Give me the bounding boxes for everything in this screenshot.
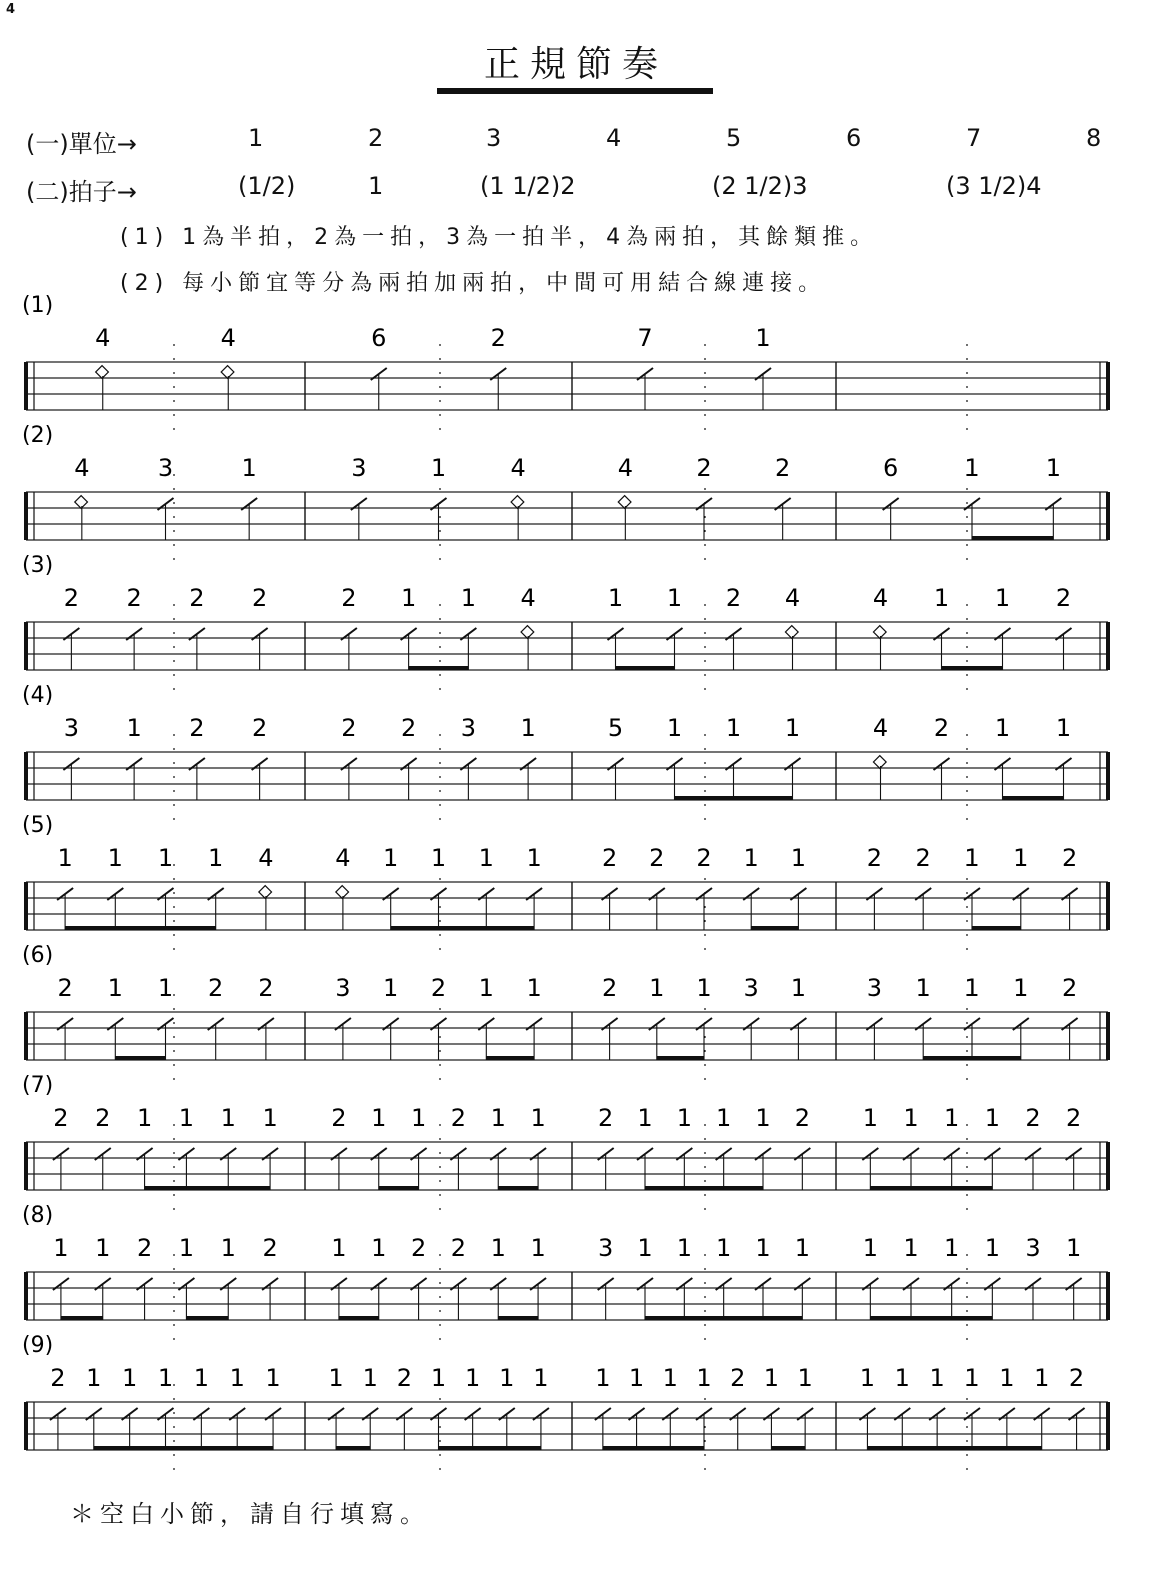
rhythm-number: 1 [157,974,174,1002]
exercise-label: (3) [22,553,54,578]
rhythm-number: 1 [126,714,142,742]
rhythm-number: 1 [994,584,1011,612]
unit-value: 2 [368,124,384,152]
rhythm-number: 1 [743,844,759,872]
rhythm-number: 1 [903,1104,919,1132]
rhythm-number: 2 [1025,1104,1041,1132]
rhythm-number: 1 [178,1234,195,1262]
rhythm-number: 1 [763,1364,780,1392]
beat-value: (2 1/2)3 [712,172,808,200]
rhythm-number: 2 [95,1104,111,1132]
exercise-label: (4) [22,683,54,708]
exercise-label: (1) [22,293,54,318]
rhythm-number: 2 [251,714,268,742]
rhythm-number: 1 [1066,1234,1082,1262]
rhythm-number: 1 [533,1364,549,1392]
rhythm-number: 3 [1025,1234,1041,1262]
rhythm-number: 1 [371,1104,387,1132]
rhythm-number: 1 [696,1364,712,1392]
footer-note: ＊空白小節，請自行填寫。 [70,1500,430,1528]
beat-value: (3 1/2)4 [946,172,1042,200]
rhythm-number: 1 [797,1364,813,1392]
rhythm-number: 1 [894,1364,910,1392]
rhythm-number: 2 [490,324,506,352]
rhythm-number: 2 [601,974,618,1002]
rhythm-number: 1 [107,844,123,872]
rhythm-number: 1 [903,1234,919,1262]
page-title: 正規節奏 [483,44,668,85]
whole-note-mark [785,626,798,639]
rhythm-number: 1 [1013,974,1029,1002]
rhythm-number: 1 [178,1104,195,1132]
exercise-label: (5) [22,813,54,838]
rhythm-number: 2 [1055,584,1072,612]
rhythm-number: 1 [637,1234,653,1262]
rhythm-number: 2 [915,844,931,872]
rhythm-number: 1 [716,1234,732,1262]
unit-value: 7 [966,124,982,152]
rhythm-number: 4 [872,584,889,612]
page-number: 4 [6,2,16,17]
whole-note-mark [336,886,349,899]
rhythm-number: 1 [649,974,665,1002]
rhythm-number: 2 [649,844,665,872]
rhythm-number: 4 [335,844,351,872]
rhythm-number: 5 [607,714,624,742]
whole-note-mark [873,626,886,639]
rhythm-number: 4 [220,324,236,352]
rhythm-number: 1 [478,974,494,1002]
rhythm-number: 2 [696,454,712,482]
rhythm-number: 2 [331,1104,347,1132]
rhythm-number: 1 [964,844,980,872]
beat-value: (1/2) [238,172,296,200]
rhythm-number: 3 [351,454,367,482]
rhythm-number: 1 [666,584,683,612]
unit-row-label: (一)單位→ [26,130,137,158]
rhythm-number: 1 [400,584,417,612]
rhythm-number: 1 [994,714,1011,742]
rhythm-number: 7 [637,324,653,352]
rhythm-number: 3 [157,454,174,482]
exercise-label: (2) [22,423,54,448]
rhythm-number: 1 [136,1104,153,1132]
rhythm-number: 1 [784,714,801,742]
rhythm-number: 1 [208,844,224,872]
rhythm-number: 1 [410,1104,427,1132]
exercise-label: (7) [22,1073,54,1098]
rhythm-number: 2 [53,1104,69,1132]
rhythm-number: 2 [189,714,205,742]
rhythm-number: 1 [526,844,542,872]
rhythm-number: 1 [53,1234,69,1262]
rhythm-number: 6 [883,454,899,482]
note-line-1: (1) 1為半拍，2為一拍，3為一拍半，4為兩拍，其餘類推。 [120,225,879,250]
rhythm-number: 2 [251,584,268,612]
unit-value: 5 [726,124,742,152]
rhythm-number: 1 [1055,714,1072,742]
rhythm-number: 1 [790,974,807,1002]
beat-value: (1 1/2)2 [480,172,576,200]
rhythm-number: 2 [601,844,618,872]
rhythm-number: 1 [430,454,447,482]
rhythm-number: 1 [57,844,73,872]
rhythm-number: 1 [859,1364,876,1392]
rhythm-number: 1 [478,844,494,872]
rhythm-number: 1 [862,1234,878,1262]
unit-value: 4 [606,124,622,152]
rhythm-number: 1 [628,1364,645,1392]
rhythm-number: 2 [1061,974,1078,1002]
rhythm-number: 1 [964,454,980,482]
rhythm-number: 2 [794,1104,810,1132]
rhythm-number: 1 [1013,844,1029,872]
rhythm-number: 1 [607,584,624,612]
exercise-label: (8) [22,1203,54,1228]
rhythm-number: 3 [598,1234,614,1262]
rhythm-number: 2 [1061,844,1078,872]
whole-note-mark [75,496,88,509]
rhythm-number: 3 [866,974,883,1002]
rhythm-number: 1 [122,1364,138,1392]
rhythm-number: 2 [1068,1364,1085,1392]
rhythm-number: 1 [86,1364,102,1392]
rhythm-number: 1 [362,1364,378,1392]
rhythm-number: 1 [193,1364,209,1392]
rhythm-number: 1 [964,974,980,1002]
rhythm-number: 2 [1066,1104,1082,1132]
rhythm-number: 1 [862,1104,878,1132]
rhythm-number: 1 [262,1104,278,1132]
rhythm-number: 4 [510,454,526,482]
rhythm-number: 1 [265,1364,281,1392]
rhythm-number: 2 [63,584,80,612]
rhythm-number: 2 [262,1234,278,1262]
rhythm-number: 3 [63,714,80,742]
rhythm-number: 1 [520,714,536,742]
rhythm-number: 1 [984,1104,1000,1132]
rhythm-number: 1 [530,1234,546,1262]
rhythm-number: 2 [696,844,712,872]
rhythm-number: 4 [872,714,889,742]
unit-value: 8 [1086,124,1102,152]
unit-value: 3 [486,124,502,152]
rhythm-number: 1 [383,844,399,872]
rhythm-number: 4 [258,844,274,872]
rhythm-number: 1 [944,1234,960,1262]
rhythm-number: 2 [136,1234,153,1262]
rhythm-number: 1 [637,1104,653,1132]
whole-note-mark [521,626,534,639]
exercise-label: (9) [22,1333,54,1358]
rhythm-number: 1 [696,974,712,1002]
rhythm-number: 1 [530,1104,546,1132]
rhythm-number: 2 [57,974,73,1002]
rhythm-number: 1 [465,1364,481,1392]
rhythm-number: 1 [794,1234,810,1262]
rhythm-number: 4 [520,584,536,612]
rhythm-number: 1 [371,1234,387,1262]
note-line-2: (2) 每小節宜等分為兩拍加兩拍，中間可用結合線連接。 [120,271,827,296]
whole-note-mark [221,366,234,379]
rhythm-number: 1 [755,1104,771,1132]
rhythm-number: 1 [220,1234,236,1262]
rhythm-number: 2 [598,1104,614,1132]
rhythm-number: 2 [341,714,357,742]
rhythm-number: 2 [933,714,950,742]
exercise-label: (6) [22,943,54,968]
rhythm-number: 2 [775,454,791,482]
rhythm-number: 4 [95,324,111,352]
whole-note-mark [511,496,524,509]
rhythm-number: 1 [716,1104,732,1132]
unit-value: 1 [248,124,264,152]
rhythm-number: 1 [328,1364,344,1392]
rhythm-number: 6 [371,324,387,352]
rhythm-number: 1 [999,1364,1015,1392]
beat-value: 1 [368,172,384,200]
rhythm-number: 2 [189,584,205,612]
rhythm-number: 1 [157,844,174,872]
rhythm-number: 2 [450,1104,467,1132]
rhythm-number: 3 [743,974,759,1002]
rhythm-number: 2 [126,584,142,612]
rhythm-number: 1 [220,1104,236,1132]
rhythm-number: 1 [666,714,683,742]
rhythm-number: 1 [933,584,950,612]
rhythm-number: 1 [331,1234,347,1262]
rhythm-number: 1 [430,844,447,872]
rhythm-number: 2 [410,1234,427,1262]
rhythm-number: 1 [157,1364,174,1392]
rhythm-number: 1 [964,1364,980,1392]
rhythm-number: 3 [460,714,477,742]
rhythm-number: 1 [95,1234,111,1262]
rhythm-number: 4 [617,454,633,482]
rhythm-number: 1 [107,974,123,1002]
whole-note-mark [873,756,886,769]
rhythm-number: 2 [208,974,224,1002]
rhythm-number: 1 [725,714,742,742]
rhythm-number: 1 [595,1364,611,1392]
rhythm-number: 2 [450,1234,467,1262]
rhythm-number: 1 [1045,454,1061,482]
rhythm-number: 3 [335,974,351,1002]
rhythm-number: 1 [229,1364,245,1392]
rhythm-number: 1 [676,1104,692,1132]
rhythm-number: 1 [984,1234,1000,1262]
rhythm-number: 4 [784,584,801,612]
rhythm-number: 1 [929,1364,945,1392]
rhythm-number: 2 [50,1364,66,1392]
rhythm-number: 1 [460,584,477,612]
rhythm-number: 1 [915,974,931,1002]
rhythm-number: 1 [755,324,771,352]
whole-note-mark [96,366,109,379]
rhythm-number: 1 [944,1104,960,1132]
rhythm-number: 4 [74,454,90,482]
whole-note-mark [259,886,272,899]
rhythm-number: 2 [730,1364,746,1392]
rhythm-number: 2 [866,844,883,872]
rhythm-number: 2 [396,1364,412,1392]
beat-row-label: (二)拍子→ [26,178,137,206]
rhythm-number: 1 [241,454,257,482]
rhythm-number: 2 [725,584,742,612]
whole-note-mark [618,496,631,509]
rhythm-number: 1 [755,1234,771,1262]
rhythm-number: 2 [430,974,447,1002]
rhythm-number: 1 [430,1364,447,1392]
rhythm-number: 1 [1034,1364,1050,1392]
rhythm-number: 2 [400,714,417,742]
rhythm-number: 2 [341,584,357,612]
rhythm-number: 1 [383,974,399,1002]
rhythm-number: 1 [490,1234,506,1262]
rhythm-number: 1 [790,844,807,872]
rhythm-number: 1 [526,974,542,1002]
rhythm-number: 1 [676,1234,692,1262]
rhythm-number: 1 [662,1364,678,1392]
unit-value: 6 [846,124,862,152]
rhythm-number: 1 [499,1364,515,1392]
rhythm-number: 1 [490,1104,506,1132]
rhythm-number: 2 [258,974,274,1002]
